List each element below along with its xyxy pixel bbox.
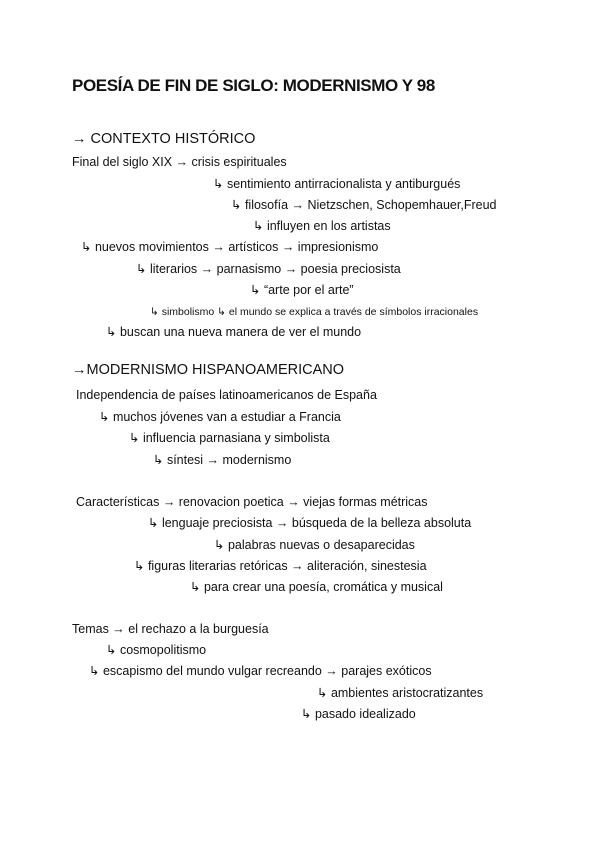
- text-line: ↳ pasado idealizado: [301, 707, 416, 721]
- text-line: ↳ sentimiento antirracionalista y antiburgués: [213, 177, 461, 191]
- text-line: ↳ figuras literarias retóricas → aliteración, sinestesia: [134, 559, 427, 573]
- text-line: ↳ lenguaje preciosista → búsqueda de la belleza absoluta: [148, 516, 472, 530]
- text-line: ↳ literarios → parnasismo → poesia preciosista: [136, 262, 401, 276]
- text-line: ↳ simbolismo ↳ el mundo se explica a través de símbolos irracionales: [150, 306, 479, 318]
- text-line: ↳ muchos jóvenes van a estudiar a Francia: [99, 410, 341, 424]
- text-line: ↳ “arte por el arte”: [250, 283, 354, 297]
- text-line: Temas → el rechazo a la burguesía: [72, 622, 269, 636]
- text-line: Características → renovacion poetica → viejas formas métricas: [76, 495, 428, 509]
- text-line: ↳ escapismo del mundo vulgar recreando → parajes exóticos: [89, 664, 432, 678]
- text-line: Independencia de países latinoamericanos de España: [76, 388, 377, 402]
- text-line: ↳ ambientes aristocratizantes: [317, 686, 484, 700]
- text-line: ↳ influyen en los artistas: [253, 219, 391, 233]
- text-line: ↳ buscan una nueva manera de ver el mundo: [106, 325, 362, 339]
- page-title: POESÍA DE FIN DE SIGLO: MODERNISMO Y 98: [72, 76, 435, 95]
- text-line: ↳ influencia parnasiana y simbolista: [129, 431, 330, 445]
- text-line: ↳ síntesi → modernismo: [153, 453, 292, 467]
- text-line: ↳ nuevos movimientos → artísticos → impresionismo: [81, 240, 379, 254]
- text-line: ↳ palabras nuevas o desaparecidas: [214, 538, 415, 552]
- text-line: ↳ para crear una poesía, cromática y musical: [190, 580, 443, 594]
- text-line: ↳ cosmopolitismo: [106, 643, 207, 657]
- section-heading-contexto: → CONTEXTO HISTÓRICO: [72, 131, 256, 147]
- text-line: ↳ filosofía → Nietzschen, Schopemhauer,Freud: [231, 198, 497, 212]
- text-line: Final del siglo XIX → crisis espirituales: [72, 155, 287, 169]
- section-heading-modernismo: →MODERNISMO HISPANOAMERICANO: [72, 362, 345, 378]
